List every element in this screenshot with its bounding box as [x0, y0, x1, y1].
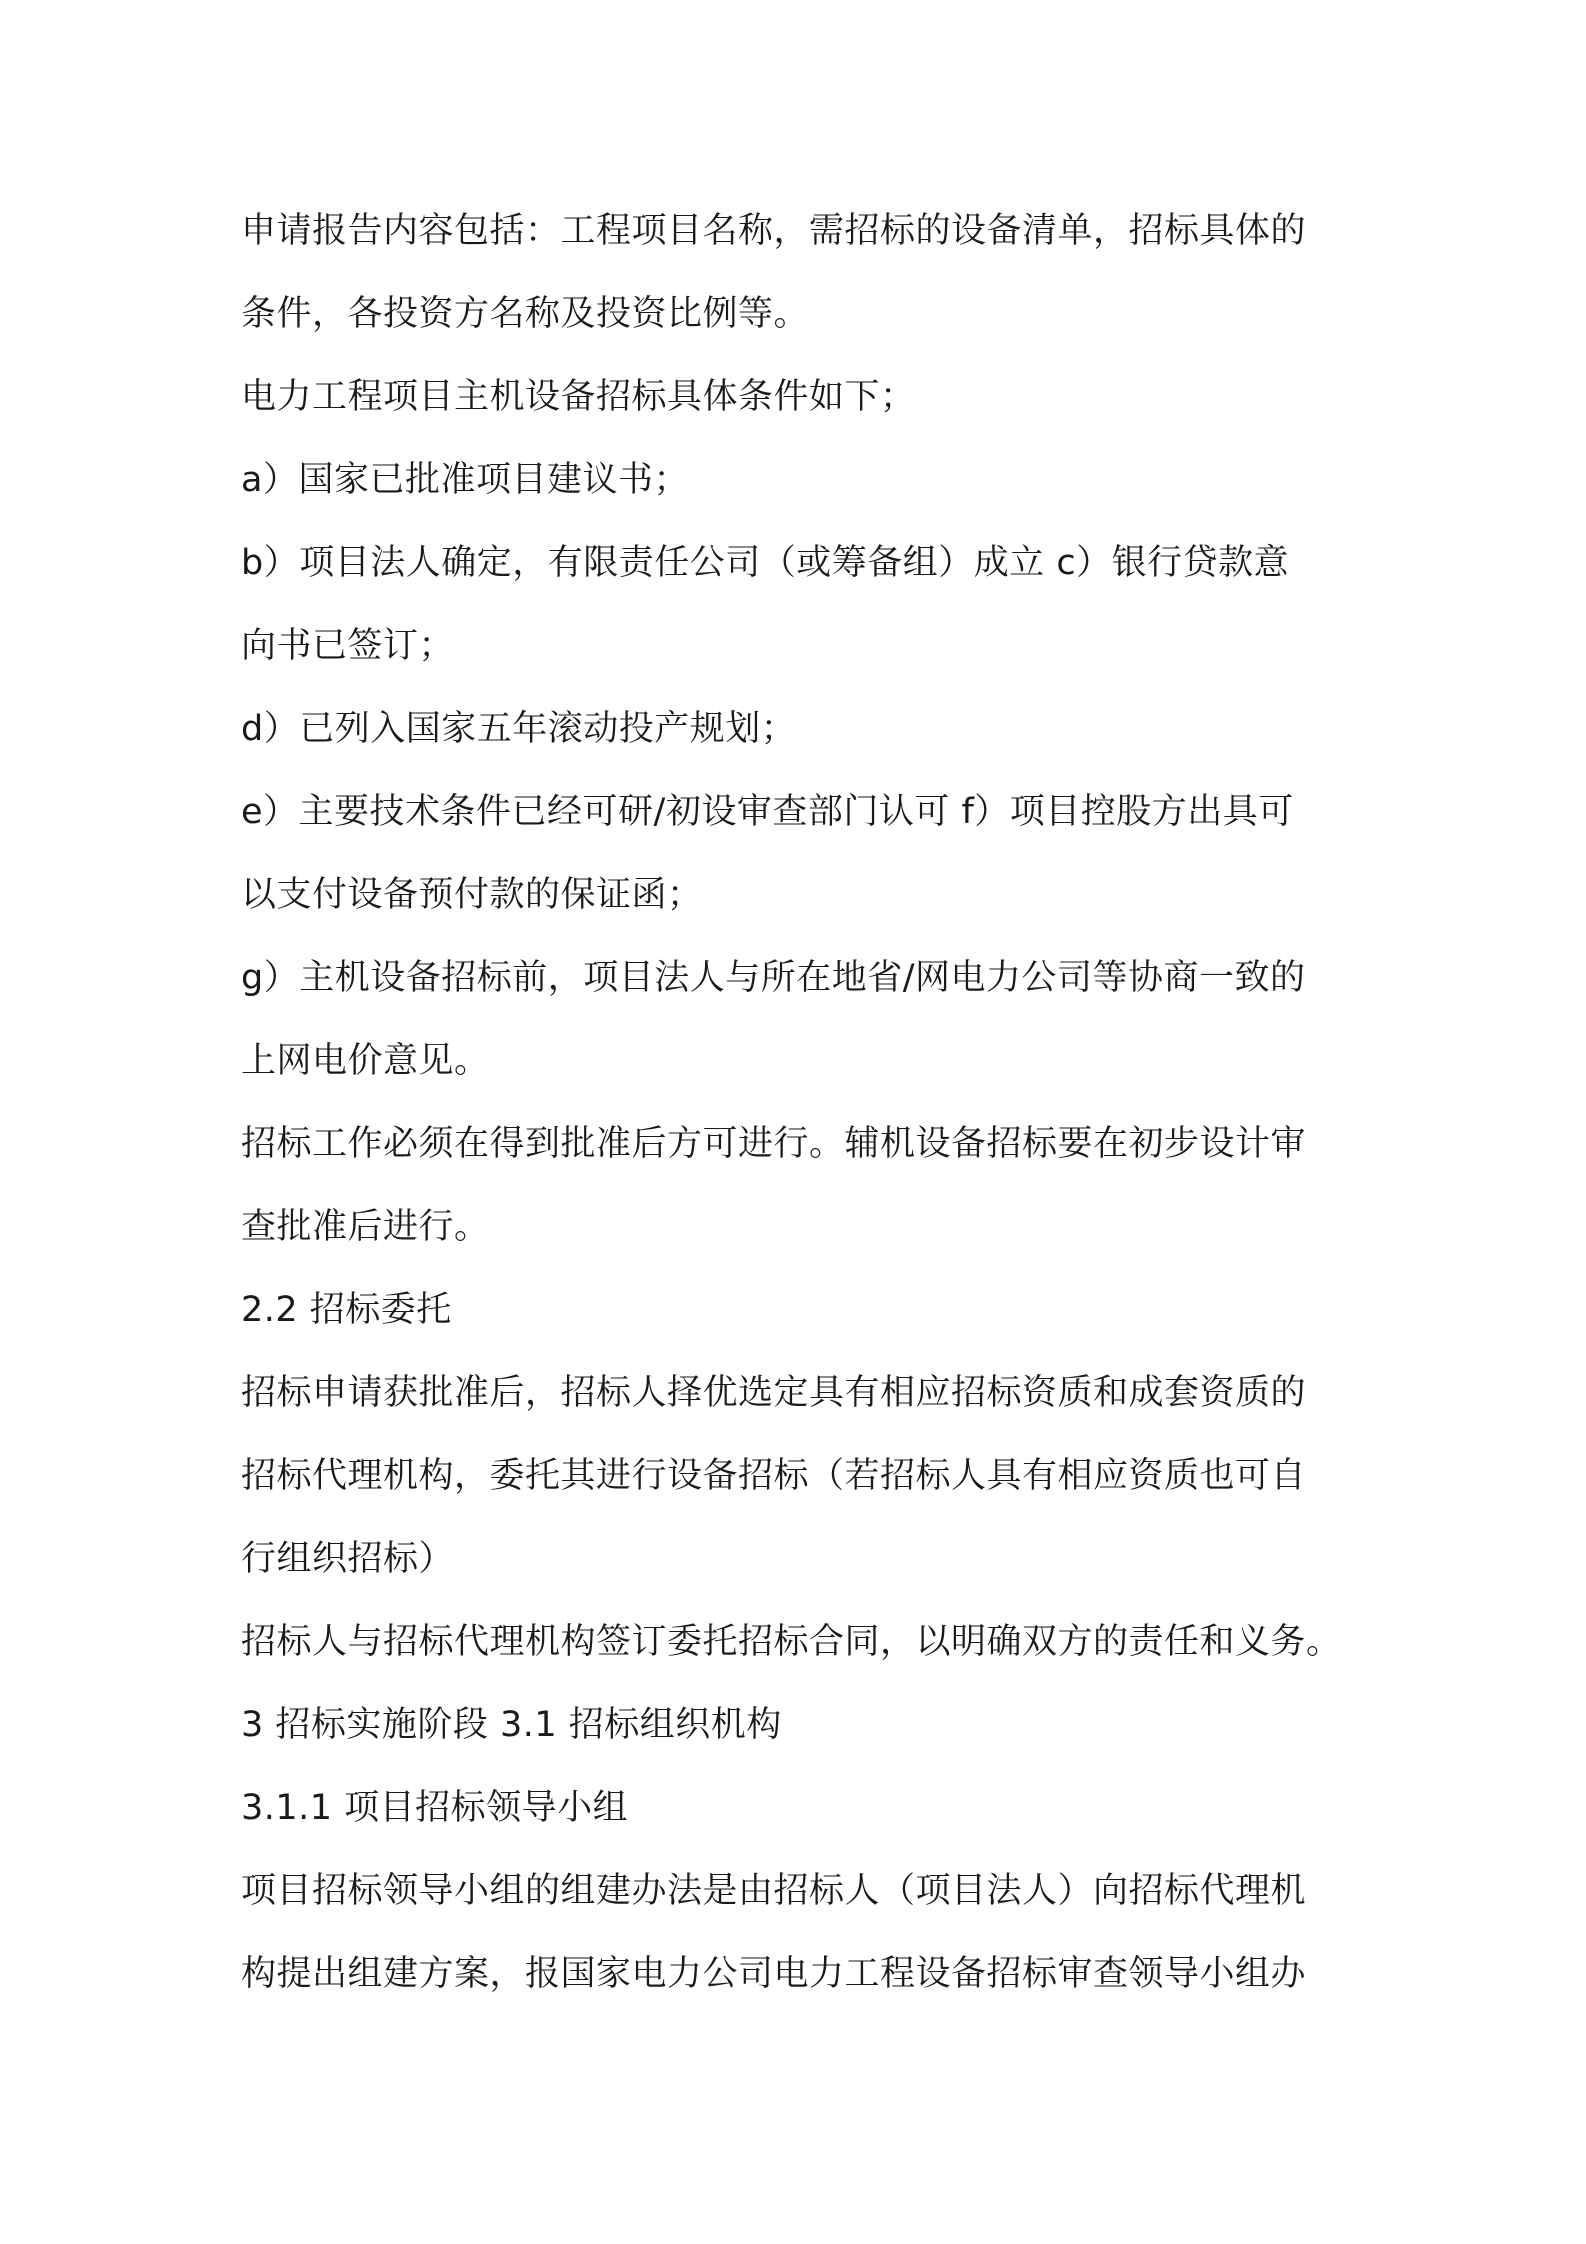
- paragraph-line: 招标人与招标代理机构签订委托招标合同，以明确双方的责任和义务。: [241, 1622, 1342, 1662]
- paragraph-line: 构提出组建方案，报国家电力公司电力工程设备招标审查领导小组办: [241, 1954, 1307, 1994]
- paragraph-line: 查批准后进行。: [241, 1207, 490, 1247]
- paragraph-line: 电力工程项目主机设备招标具体条件如下；: [241, 377, 916, 417]
- list-item-line: b）项目法人确定，有限责任公司（或筹备组）成立 c）银行贷款意: [241, 543, 1290, 583]
- paragraph-line: 招标申请获批准后，招标人择优选定具有相应招标资质和成套资质的: [241, 1373, 1307, 1413]
- list-item-line: e）主要技术条件已经可研/初设审查部门认可 f）项目控股方出具可: [241, 792, 1294, 832]
- paragraph-line: 项目招标领导小组的组建办法是由招标人（项目法人）向招标代理机: [241, 1871, 1307, 1911]
- section-heading: 3 招标实施阶段 3.1 招标组织机构: [241, 1705, 782, 1745]
- list-item-line: 向书已签订；: [241, 626, 455, 666]
- list-item-line: 以支付设备预付款的保证函；: [241, 875, 703, 915]
- paragraph-line: 行组织招标）: [241, 1539, 455, 1579]
- document-body: [241, 190, 1371, 2016]
- list-item-line: d）已列入国家五年滚动投产规划；: [241, 709, 797, 749]
- list-item-line: a）国家已批准项目建议书；: [241, 460, 689, 500]
- paragraph-line: 条件，各投资方名称及投资比例等。: [241, 294, 810, 334]
- subsection-heading: 3.1.1 项目招标领导小组: [241, 1788, 629, 1828]
- list-item-line: 上网电价意见。: [241, 1041, 490, 1081]
- paragraph-line: 招标代理机构，委托其进行设备招标（若招标人具有相应资质也可自: [241, 1456, 1307, 1496]
- section-heading: 2.2 招标委托: [241, 1290, 452, 1330]
- paragraph-line: 申请报告内容包括：工程项目名称，需招标的设备清单，招标具体的: [241, 211, 1307, 251]
- paragraph-line: 招标工作必须在得到批准后方可进行。辅机设备招标要在初步设计审: [241, 1124, 1307, 1164]
- list-item-line: g）主机设备招标前，项目法人与所在地省/网电力公司等协商一致的: [241, 958, 1306, 998]
